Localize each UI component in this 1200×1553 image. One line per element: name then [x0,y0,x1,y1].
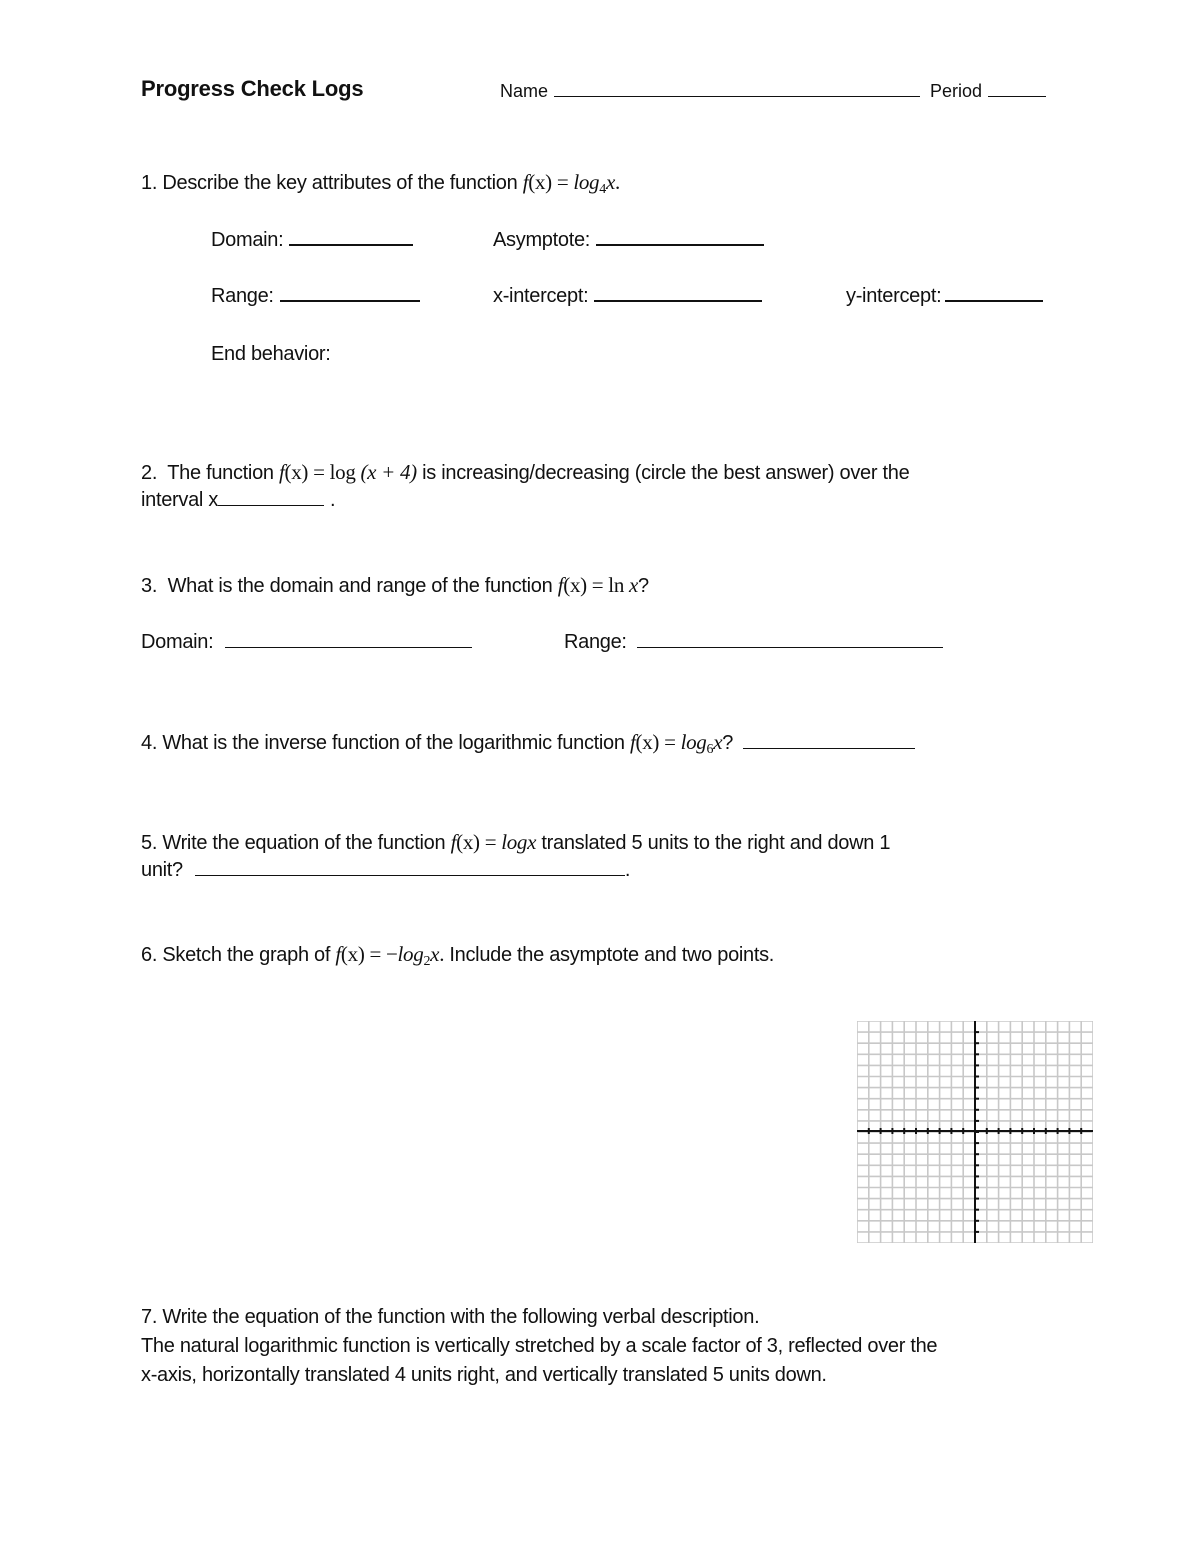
question-text: Sketch the graph of [162,944,331,966]
question-2 [141,460,909,485]
question-text-suffix: translated 5 units to the right and down 1 [541,832,891,854]
y-intercept-label: y-intercept: [846,285,942,307]
asymptote-blank[interactable] [596,243,764,246]
range-label: Range: [564,631,627,653]
question-text: Write the equation of the function with the following verbal description. [162,1306,760,1328]
question-4: 4. What is the inverse function of the logarithmic function $f(x) = \log_6x$ ? [141,730,915,758]
inverse-answer-blank[interactable] [743,747,915,749]
question-number: 6. [141,944,158,966]
range-field[interactable] [211,285,420,308]
question-text: Describe the key attributes of the function [162,172,518,194]
x-intercept-field[interactable] [493,285,762,308]
domain-blank[interactable] [289,243,413,246]
question-text: What is the inverse function of the logarithmic function [162,732,625,754]
interval-field[interactable]: interval x . [141,489,336,511]
q3-domain-field[interactable] [141,631,472,654]
period-label: Period [930,81,983,101]
question-number: 7. [141,1306,158,1328]
domain-label: Domain: [211,229,284,251]
domain-field[interactable] [211,229,413,252]
question-3: 3. What is the domain and range of the function f(x) = ln x? [141,573,649,597]
question-7-description-line-1: The natural logarithmic function is vertically stretched by a scale factor of 3, reflected over the [141,1335,938,1357]
function-expression: f(x) = ln x [557,573,639,597]
question-number: 3. [141,575,158,597]
period-field[interactable] [930,81,1046,102]
unit-label: unit? [141,859,183,881]
translation-answer-field[interactable]: unit? . [141,859,631,881]
coordinate-grid[interactable] [857,1021,1093,1243]
function-expression: $f(x) = \log_4x$. [522,170,620,197]
question-number: 1. [141,172,158,194]
q3-domain-blank[interactable] [225,646,472,648]
question-5 [141,830,890,855]
question-text-suffix: Include the asymptote and two points. [449,944,775,966]
question-number: 4. [141,732,158,754]
period-blank[interactable] [988,95,1046,97]
question-text-suffix: is increasing/decreasing (circle the best answer) over the [422,462,910,484]
question-text: What is the domain and range of the function [167,575,553,597]
range-label: Range: [211,285,274,307]
y-intercept-field[interactable] [846,285,1043,308]
question-number: 5. [141,832,158,854]
page-title: Progress Check Logs [141,76,364,101]
end-behavior-label: End behavior: [211,343,331,365]
name-blank[interactable] [554,95,920,97]
function-expression: f(x) = log (x + 4) [278,460,417,484]
question-text: The function [167,462,274,484]
question-1 [141,170,620,198]
question-7 [141,1306,759,1329]
asymptote-field[interactable] [493,229,764,252]
asymptote-label: Asymptote: [493,229,591,251]
name-label: Name [500,81,549,101]
y-intercept-blank[interactable] [945,299,1043,302]
function-expression: $f(x) = -\log_2x$. [335,942,445,969]
question-6 [141,942,774,970]
function-expression: $f(x) = \log_6x$ [629,730,723,757]
function-expression: f(x) = logx [450,830,537,854]
domain-label: Domain: [141,631,214,653]
q3-range-field[interactable] [564,631,943,654]
interval-blank[interactable] [218,504,324,506]
question-7-description-line-2: x-axis, horizontally translated 4 units right, and vertically translated 5 units down. [141,1364,827,1386]
range-blank[interactable] [280,299,420,302]
q3-range-blank[interactable] [637,646,943,648]
question-number: 2. [141,462,158,484]
question-text: Write the equation of the function [162,832,446,854]
x-intercept-blank[interactable] [594,299,762,302]
name-field[interactable] [500,81,920,102]
translation-answer-blank[interactable] [195,874,625,876]
interval-label: interval x [141,489,219,511]
x-intercept-label: x-intercept: [493,285,589,307]
